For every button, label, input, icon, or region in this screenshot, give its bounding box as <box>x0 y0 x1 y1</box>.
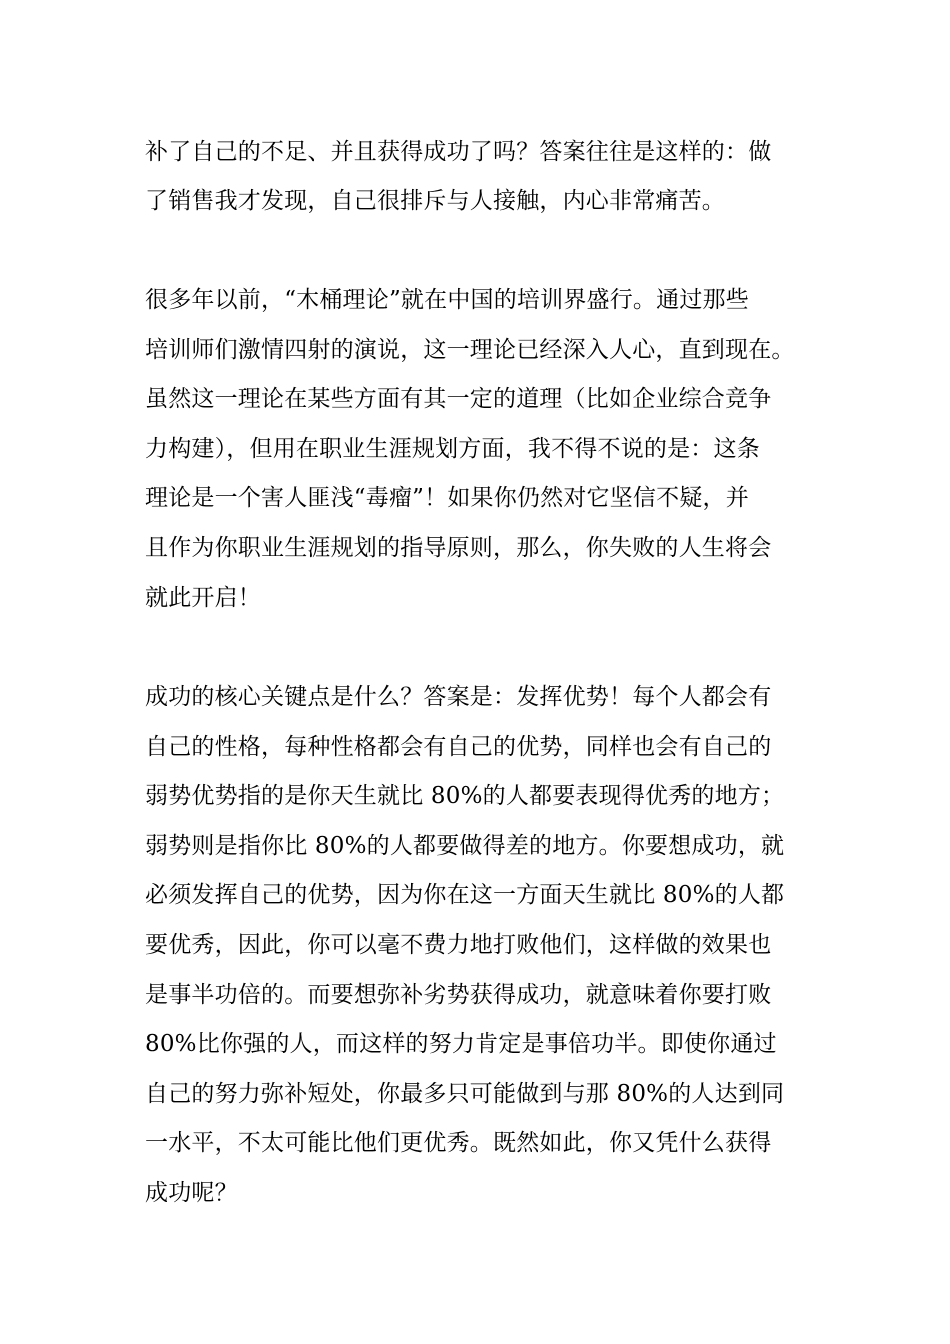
text-line: 虽然这一理论在某些方面有其一定的道理（比如企业综合竞争 <box>145 386 772 412</box>
text-line: 成功呢？ <box>145 1180 238 1206</box>
text-line: 补了自己的不足、并且获得成功了吗？答案往往是这样的：做 <box>145 139 772 165</box>
text-line: 很多年以前，“木桶理论”就在中国的培训界盛行。通过那些 <box>145 287 749 313</box>
text-line: 了销售我才发现，自己很排斥与人接触，内心非常痛苦。 <box>145 188 725 214</box>
text-line: 弱势则是指你比 80%的人都要做得差的地方。你要想成功，就 <box>145 833 785 859</box>
text-line: 成功的核心关键点是什么？答案是：发挥优势！每个人都会有 <box>145 684 772 710</box>
text-line: 80%比你强的人，而这样的努力肯定是事倍功半。即使你通过 <box>145 1031 777 1057</box>
text-line: 一水平，不太可能比他们更优秀。既然如此，你又凭什么获得 <box>145 1130 772 1156</box>
text-line: 弱势优势指的是你天生就比 80%的人都要表现得优秀的地方； <box>145 783 785 809</box>
text-line: 是事半功倍的。而要想弥补劣势获得成功，就意味着你要打败 <box>145 982 772 1008</box>
text-line: 要优秀，因此，你可以毫不费力地打败他们，这样做的效果也 <box>145 932 772 958</box>
text-line: 必须发挥自己的优势，因为你在这一方面天生就比 80%的人都 <box>145 882 785 908</box>
text-line: 培训师们激情四射的演说，这一理论已经深入人心，直到现在。 <box>145 337 795 363</box>
text-line: 就此开启！ <box>145 585 261 611</box>
text-line: 自己的努力弥补短处，你最多只可能做到与那 80%的人达到同 <box>145 1081 785 1107</box>
text-line: 理论是一个害人匪浅“毒瘤”！如果你仍然对它坚信不疑，并 <box>145 485 749 511</box>
text-line: 且作为你职业生涯规划的指导原则，那么，你失败的人生将会 <box>145 535 772 561</box>
text-line: 力构建），但用在职业生涯规划方面，我不得不说的是：这条 <box>145 436 760 462</box>
text-line: 自己的性格，每种性格都会有自己的优势，同样也会有自己的 <box>145 734 772 760</box>
